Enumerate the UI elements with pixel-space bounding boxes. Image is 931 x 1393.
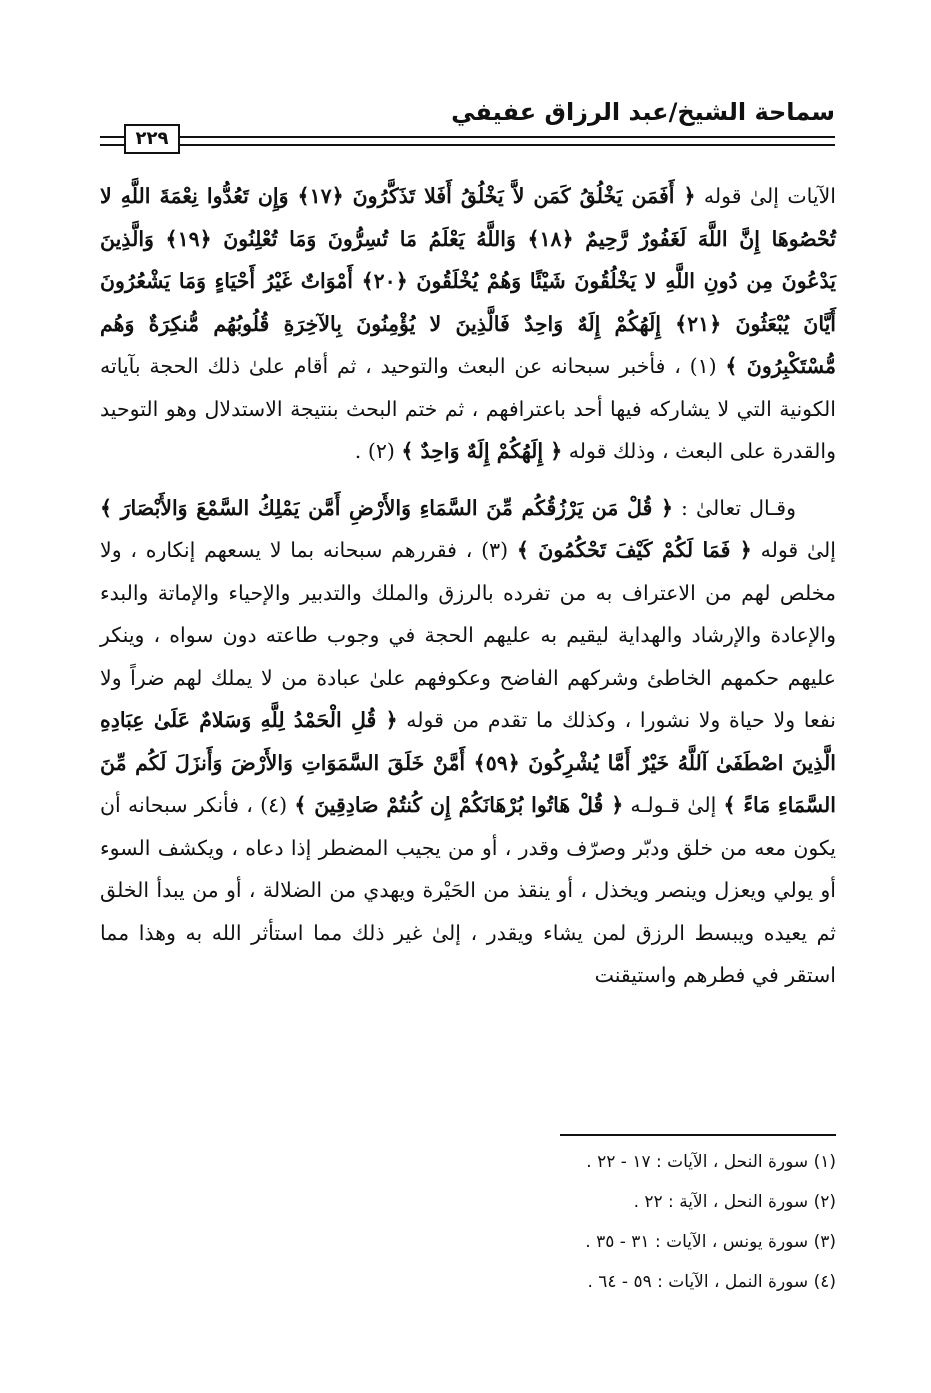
paragraph xyxy=(100,175,836,473)
quran-verse: ﴿ قُلِ الْحَمْدُ لِلَّهِ وَسَلامٌ عَلَىٰ عِبَادِهِ الَّذِينَ اصْطَفَىٰ آللَّهُ خَيْرٌ أَمَّا يُشْرِكُونَ ﴿٥٩﴾ أَمَّنْ خَلَقَ السَّمَوَاتِ وَالأَرْضَ وَأَنزَلَ لَكُم مِّنَ السَّمَاءِ مَاءً ﴾ xyxy=(100,708,837,817)
footnotes xyxy=(336,1142,836,1302)
text-segment: (٤) ، فأنكر سبحانه أن يكون معه من خلق ودبّر وصرّف وقدر ، أو من يجيب المضطر إذا دعاه ، ويكشف السوء أو يولي ويعزل وينصر ويخذل ، أو ينقذ من الحَيْرة ويهدي من الضلالة ، أو من يبدأ الخلق ثم يعيده ويبسط الرزق لمن يشاء ويقدر ، إلىٰ غير ذلك مما استأثر الله به وهذا مما استقر في فطرهم واستيقنت xyxy=(100,793,836,987)
text-segment: إلىٰ قوله xyxy=(751,538,836,562)
text-segment: إلىٰ قـولـه xyxy=(623,793,724,817)
page-number: ٢٢٩ xyxy=(124,124,180,154)
page-header xyxy=(100,96,835,156)
running-head: سماحة الشيخ/عبد الرزاق عفيفي xyxy=(451,98,835,126)
main-text xyxy=(100,175,836,997)
text-segment: (٢) . xyxy=(354,439,402,463)
header-rule-left xyxy=(100,136,124,146)
paragraph xyxy=(100,487,836,997)
header-rule xyxy=(178,136,835,146)
quran-verse: ﴿ فَمَا لَكُمْ كَيْفَ تَحْكُمُونَ ﴾ xyxy=(516,538,752,562)
text-segment: الآيات إلىٰ قوله xyxy=(695,184,836,208)
footnote-2: (٢) سورة النحل ، الآية : ٢٢ . xyxy=(633,1192,836,1212)
text-segment: (٣) ، فقررهم سبحانه بما لا يسعهم إنكاره ، ولا مخلص لهم من الاعتراف به من تفرده بالرزق والملك والتدبير والإحياء والإماتة والبدء والإعادة والإرشاد والهداية ليقيم به عليهم الحجة في وجوب طاعته دون سواه ، وينكر عليهم حكمهم الخاطئ وشركهم الفاضح وعكوفهم علىٰ عبادة من لا يملك لهم ضراً ولا نفعا ولا حياة ولا نشورا ، وكذلك ما تقدم من قوله xyxy=(100,538,837,732)
quran-verse: ﴿ قُلْ هَاتُوا بُرْهَانَكُمْ إِن كُنتُمْ صَادِقِينَ ﴾ xyxy=(294,793,624,817)
text-segment: وقـال تعالىٰ : xyxy=(673,495,797,520)
footnote-3: (٣) سورة يونس ، الآيات : ٣١ - ٣٥ . xyxy=(585,1232,836,1252)
quran-verse: ﴿ إِلَهُكُمْ إِلَهٌ وَاحِدٌ ﴾ xyxy=(401,439,563,463)
footnote-separator xyxy=(560,1134,836,1136)
footnote-1: (١) سورة النحل ، الآيات : ١٧ - ٢٢ . xyxy=(586,1152,836,1172)
quran-verse: ﴿ أَفَمَن يَخْلُقُ كَمَن لاَّ يَخْلُقُ أَفَلا تَذَكَّرُونَ ﴿١٧﴾ وَإِن تَعُدُّوا نِعْمَةَ اللَّهِ لا تُحْصُوهَا إِنَّ اللَّهَ لَغَفُورٌ رَّحِيمٌ ﴿١٨﴾ وَاللَّهُ يَعْلَمُ مَا تُسِرُّونَ وَمَا تُعْلِنُونَ ﴿١٩﴾ وَالَّذِينَ يَدْعُونَ مِن دُونِ اللَّهِ لا يَخْلُقُونَ شَيْئًا وَهُمْ يُخْلَقُونَ ﴿٢٠﴾ أَمْوَاتٌ غَيْرُ أَحْيَاءٍ وَمَا يَشْعُرُونَ أَيَّانَ يُبْعَثُونَ ﴿٢١﴾ إِلَهُكُمْ إِلَهٌ وَاحِدٌ فَالَّذِينَ لا يُؤْمِنُونَ بِالآخِرَةِ قُلُوبُهُم مُّنكِرَةٌ وَهُم مُّسْتَكْبِرُونَ ﴾ xyxy=(100,184,837,378)
footnote-4: (٤) سورة النمل ، الآيات : ٥٩ - ٦٤ . xyxy=(587,1272,836,1292)
quran-verse: ﴿ قُلْ مَن يَرْزُقُكُم مِّنَ السَّمَاءِ وَالأَرْضِ أَمَّن يَمْلِكُ السَّمْعَ وَالأَبْصَارَ ﴾ xyxy=(100,495,674,520)
text-segment: (١) ، فأخبر سبحانه عن البعث والتوحيد ، ثم أقام علىٰ ذلك الحجة بآياته الكونية التي لا يشاركه فيها أحد باعترافهم ، ثم ختم البحث بنتيجة الاستدلال وهو التوحيد والقدرة على البعث ، وذلك قوله xyxy=(100,354,836,463)
